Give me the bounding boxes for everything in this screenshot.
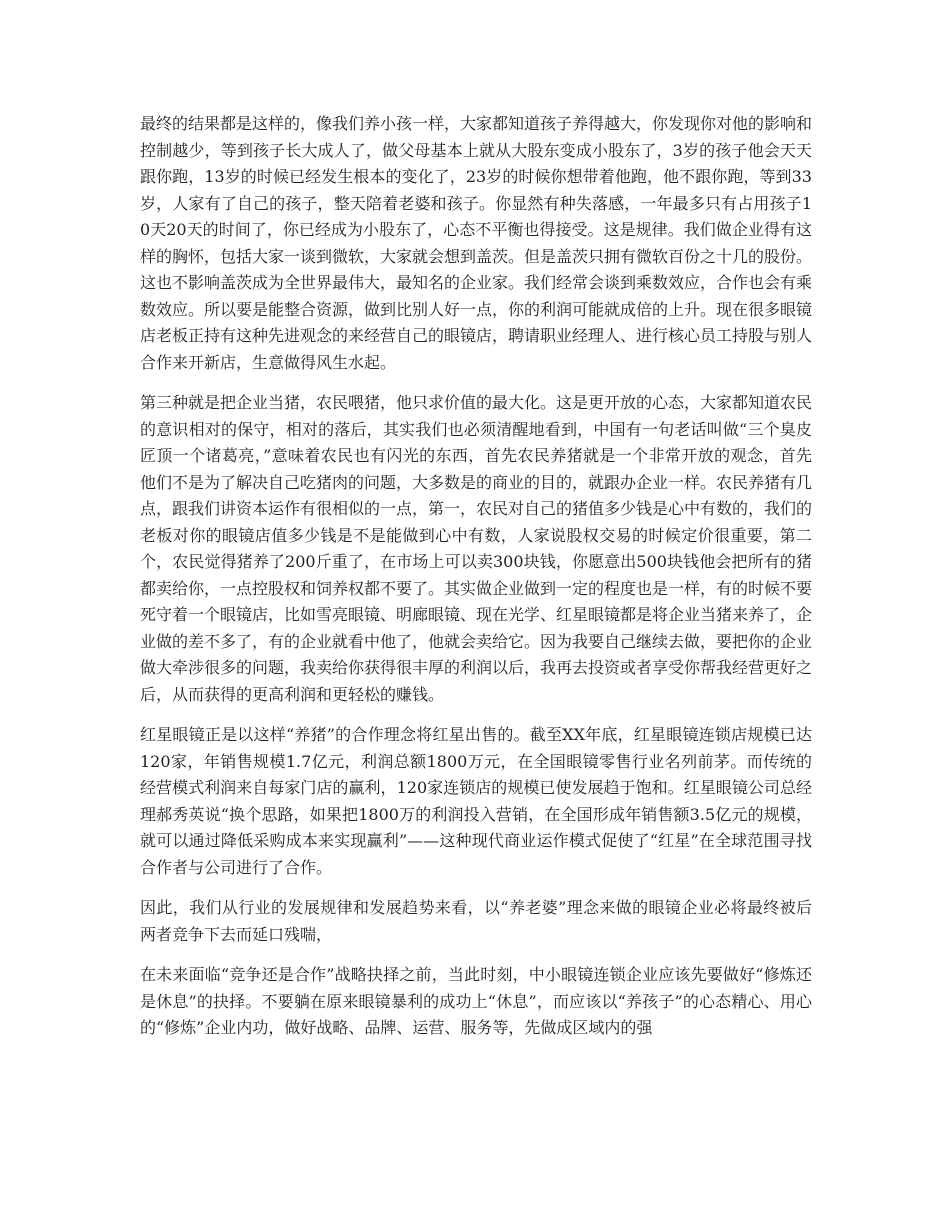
paragraph-pig-farming: 第三种就是把企业当猪，农民喂猪，他只求价值的最大化。这是更开放的心态，大家都知道农民的意识相对的保守，相对的落后，其实我们也必须清醒地看到，中国有一句老话叫做“三个臭皮匠顶一个诸葛亮，”意味着农民也有闪光的东西，首先农民养猪就是一个非常开放的观念，首先他们不是为了解决自己吃猪肉的问题，大多数是的商业的目的，就跟办企业一样。农民养猪有几点，跟我们讲资本运作有很相似的一点，第一，农民对自己的猪值多少钱是心中有数的，我们的老板对你的眼镜店值多少钱是不是能做到心中有数，人家说股权交易的时候定价很重要，第二个，农民觉得猪养了200斤重了，在市场上可以卖300块钱，你愿意出500块钱他会把所有的猪都卖给你，一点控股权和饲养权都不要了。其实做企业做到一定的程度也是一样，有的时候不要死守着一个眼镜店，比如雪亮眼镜、明廊眼镜、现在光学、红星眼镜都是将企业当猪来养了，企业做的差不多了，有的企业就看中他了，他就会卖给它。因为我要自己继续去做，要把你的企业做大牵涉很多的问题，我卖给你获得很丰厚的利润以后，我再去投资或者享受你帮我经营更好之后，从而获得的更高利润和更轻松的赚钱。 xyxy=(140,393,813,704)
paragraph-children-analogy: 最终的结果都是这样的，像我们养小孩一样，大家都知道孩子养得越大，你发现你对他的影响和控制越少，等到孩子长大成人了，做父母基本上就从大股东变成小股东了，3岁的孩子他会天天跟你跑，13岁的时候已经发生根本的变化了，23岁的时候你想带着他跑，他不跟你跑，等到33岁，人家有了自己的孩子，整天陪着老婆和孩子。你显然有种失落感，一年最多只有占用孩子10天20天的时间了，你已经成为小股东了，心态不平衡也得接受。这是规律。我们做企业得有这样的胸怀，包括大家一谈到微软，大家就会想到盖茨。但是盖茨只拥有微软百份之十几的股份。这也不影响盖茨成为全世界最伟大，最知名的企业家。我们经常会谈到乘数效应，合作也会有乘数效应。所以要是能整合资源，做到比别人好一点，你的利润可能就成倍的上升。现在很多眼镜店老板正持有这种先进观念的来经营自己的眼镜店，聘请职业经理人、进行核心员工持股与别人合作来开新店，生意做得风生水起。 xyxy=(140,114,813,372)
paragraph-conclusion: 因此，我们从行业的发展规律和发展趋势来看，以“养老婆”理念来做的眼镜企业必将最终被后两者竞争下去而延口残喘， xyxy=(140,898,812,944)
paragraph-hongxing-case: 红星眼镜正是以这样“养猪”的合作理念将红星出售的。截至XX年底，红星眼镜连锁店规模已达120家，年销售规模1.7亿元，利润总额1800万元，在全国眼镜零售行业名列前茅。而传统的经营模式利润来自每家门店的赢利，120家连锁店的规模已使发展趋于饱和。红星眼镜公司总经理郝秀英说“换个思路，如果把1800万的利润投入营销，在全国形成年销售额3.5亿元的规模，就可以通过降低采购成本来实现赢利”——这种现代商业运作模式促使了“红星”在全球范围寻找合作者与公司进行了合作。 xyxy=(140,725,812,877)
document-body xyxy=(140,111,812,1056)
paragraph-future-choice: 在未来面临“竞争还是合作”战略抉择之前，当此时刻，中小眼镜连锁企业应该先要做好“修炼还是休息”的抉择。不要躺在原来眼镜暴利的成功上“休息”，而应该以“养孩子”的心态精心、用心的“修炼”企业内功，做好战略、品牌、运营、服务等，先做成区域内的强 xyxy=(140,965,812,1037)
